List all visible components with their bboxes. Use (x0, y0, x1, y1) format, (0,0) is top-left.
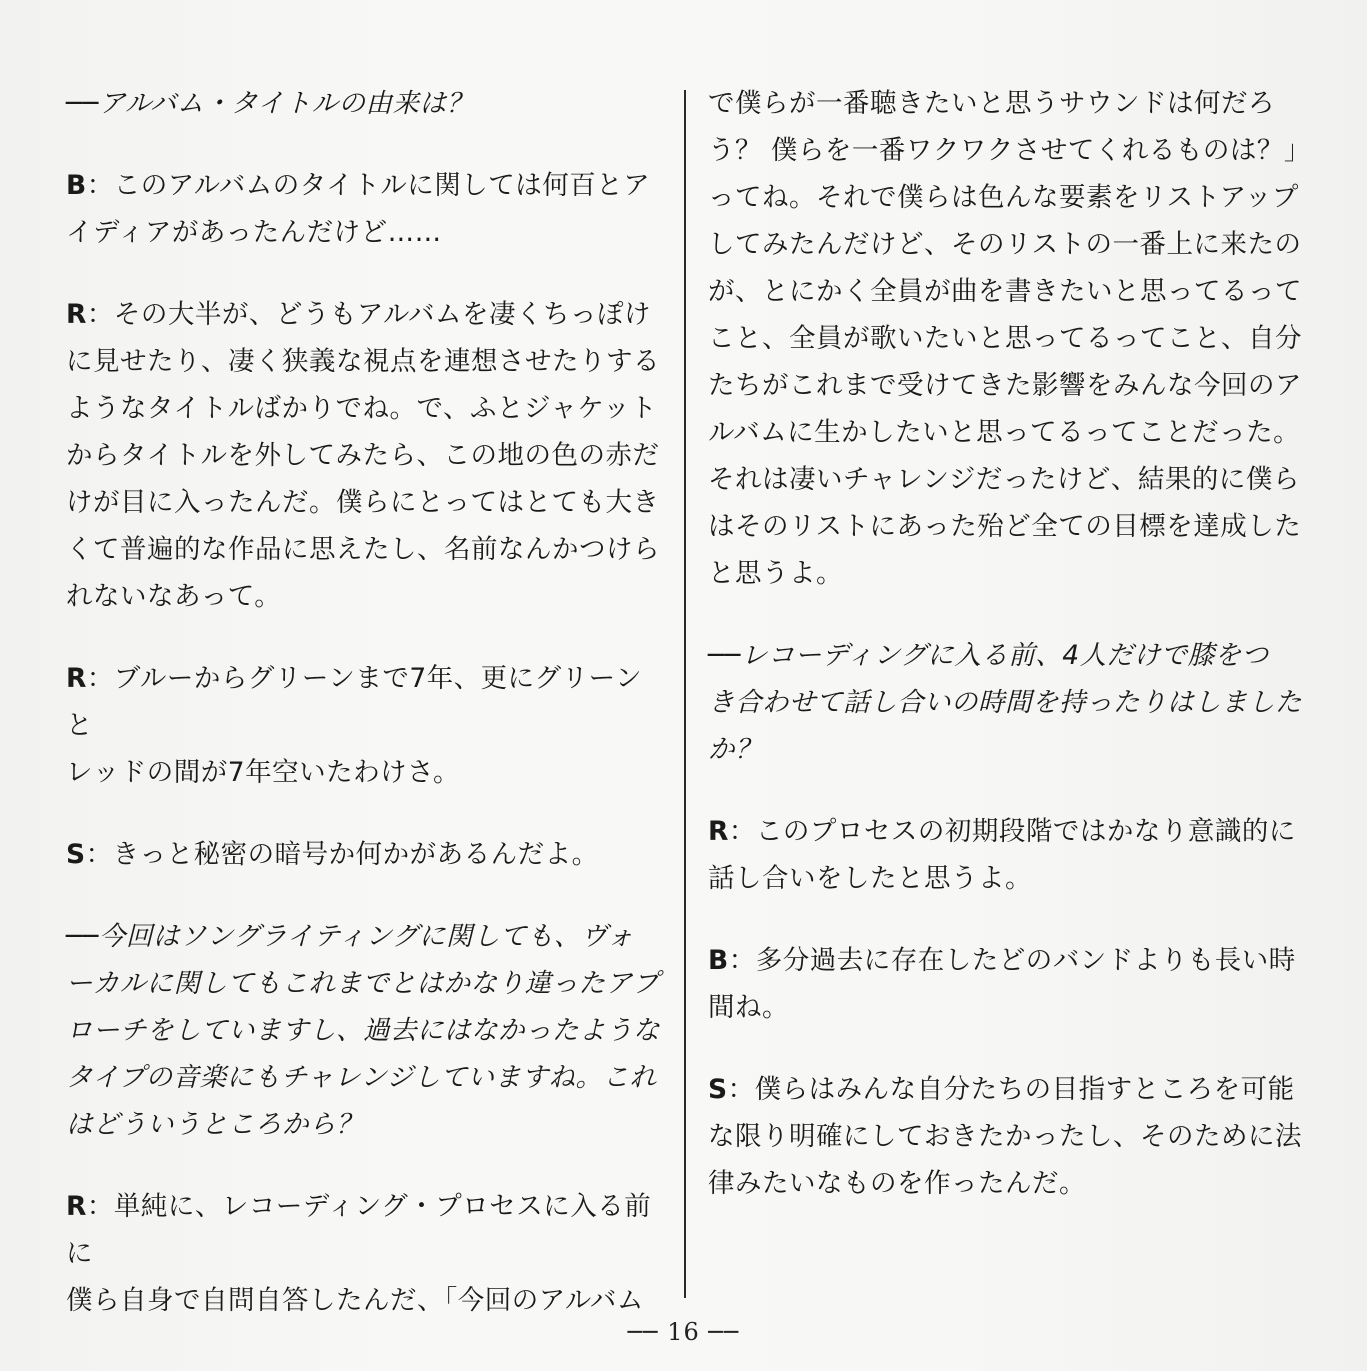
answer-text: ：きっと秘密の暗号か何かがあるんだよ。 (85, 839, 599, 870)
interview-answer (66, 162, 662, 256)
answer-text: ：単純に、レコーディング・プロセスに入る前に 僕ら自身で自問自答したんだ、「今回のアルバム (66, 1191, 652, 1316)
answer-text: ：その大半が、どうもアルバムを凄くちっぽけ に見せたり、凄く狭義な視点を連想させたりする ようなタイトルばかりでね。で、ふとジャケット からタイトルを外してみたら、この地の色の赤だ けが目に入ったんだ。僕らにとってはとても大き くて普遍的な作品に思えたし、名前なんかつけら れないなあって。 (66, 299, 660, 612)
answer-text: ：多分過去に存在したどのバンドよりも長い時 間ね。 (708, 945, 1296, 1023)
speaker-label: R (708, 816, 729, 847)
speaker-label: B (66, 170, 87, 201)
interview-question: ──アルバム・タイトルの由来は？ (66, 88, 474, 119)
page-number: ── 16 ── (627, 1318, 740, 1346)
interview-answer (66, 1183, 662, 1324)
interview-question: ──今回はソングライティングに関しても、ヴォ ーカルに関してもこれまでとはかなり違ったアプ ローチをしていますし、過去にはなかったような タイプの音楽にもチャレンジしていますね。これ はどういうところから？ (66, 921, 660, 1140)
left-column (66, 80, 662, 1324)
answer-text: ：僕らはみんな自分たちの目指すところを可能 な限り明確にしておきたかったし、そのために法 律みたいなものを作ったんだ。 (708, 1074, 1302, 1199)
interview-answer (66, 655, 662, 796)
answer-text: ：ブルーからグリーンまで7年、更にグリーンと レッドの間が7年空いたわけさ。 (66, 663, 643, 788)
speaker-label: R (66, 663, 87, 694)
speaker-label: S (708, 1074, 728, 1105)
interview-answer (708, 808, 1312, 902)
interview-answer (708, 1066, 1312, 1207)
speaker-label: R (66, 1191, 87, 1222)
interview-answer (708, 937, 1312, 1031)
answer-text: ：このプロセスの初期段階ではかなり意識的に 話し合いをしたと思うよ。 (708, 816, 1296, 894)
answer-continuation: で僕らが一番聴きたいと思うサウンドは何だろ う？ 僕らを一番ワクワクさせてくれるものは？」 ってね。それで僕らは色んな要素をリストアップ してみたんだけど、そのリストの一番上に来たの が、とにかく全員が曲を書きたいと思ってるって こと、全員が歌いたいと思ってるってこと、自分 たちがこれまで受けてきた影響をみんな今回のア ルバムに生かしたいと思ってるってことだった。 それは凄いチャレンジだったけど、結果的に僕ら はそのリストにあった殆ど全ての目標を達成した と思うよ。 (708, 88, 1311, 589)
speaker-label: S (66, 839, 86, 870)
interview-answer (66, 831, 662, 878)
answer-text: ：このアルバムのタイトルに関しては何百とア イディアがあったんだけど…… (66, 170, 651, 248)
speaker-label: R (66, 299, 87, 330)
column-divider (684, 90, 686, 1298)
speaker-label: B (708, 945, 729, 976)
right-column (708, 80, 1312, 1207)
interview-question: ──レコーディングに入る前、4人だけで膝をつ き合わせて話し合いの時間を持ったりはしました か？ (708, 640, 1302, 765)
interview-answer (66, 291, 662, 620)
